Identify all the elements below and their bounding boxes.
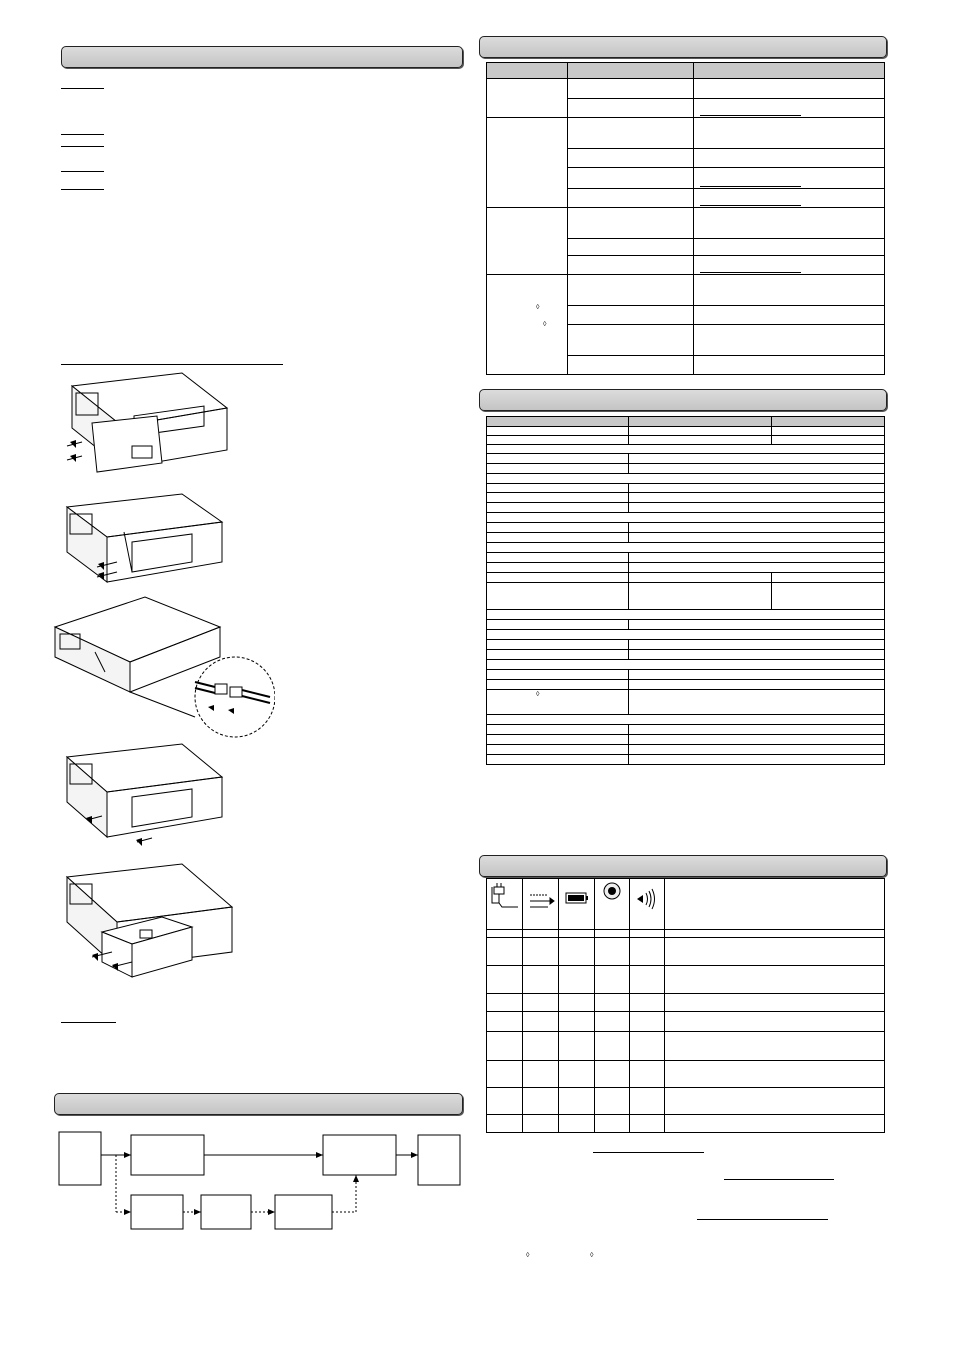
note-underline-1 [593,1152,704,1153]
footnote-mark-3: ◊ [536,691,540,698]
section-header-right-2 [479,389,887,411]
bypass-icon [526,887,556,917]
battery-icon [563,889,593,909]
block-b [323,1135,396,1175]
alarm-icon [633,887,663,911]
footnote-mark-1: ◊ [536,304,540,311]
step-5-pull-out-battery-pack [62,862,242,992]
led-indicator-table [486,878,885,1133]
output-block [418,1135,460,1185]
heading-underline-5 [61,189,104,190]
footnote-mark-5: ◊ [590,1252,594,1259]
specifications-table [486,416,885,765]
heading-underline-3 [61,146,104,147]
note-underline-2 [724,1179,834,1180]
step-1-remove-front-panel [62,368,232,478]
section-header-right-3 [479,855,887,877]
ups-block-diagram [58,1130,462,1235]
ac-plug-icon [490,881,520,911]
troubleshooting-table [486,62,885,375]
procedure-title-underline [61,364,283,365]
caution-underline [61,1022,116,1023]
block-e [275,1195,332,1229]
heading-underline-1 [61,88,104,89]
step-2-remove-screws [62,492,232,592]
heading-underline-4 [61,171,104,172]
block-c [131,1195,183,1229]
block-a [131,1135,204,1175]
input-block [59,1132,101,1185]
step-3-disconnect-battery-connector [50,592,275,742]
step-4-remove-bracket-screws [62,742,232,852]
section-header-right-1 [479,36,887,58]
note-underline-3 [697,1219,828,1220]
section-header-left-2 [54,1093,463,1115]
block-d [201,1195,251,1229]
footnote-mark-2: ◊ [543,321,547,328]
footnote-mark-4: ◊ [526,1252,530,1259]
heading-underline-2 [61,134,104,135]
fault-led-icon [597,881,627,905]
section-header-left-1 [61,46,463,68]
